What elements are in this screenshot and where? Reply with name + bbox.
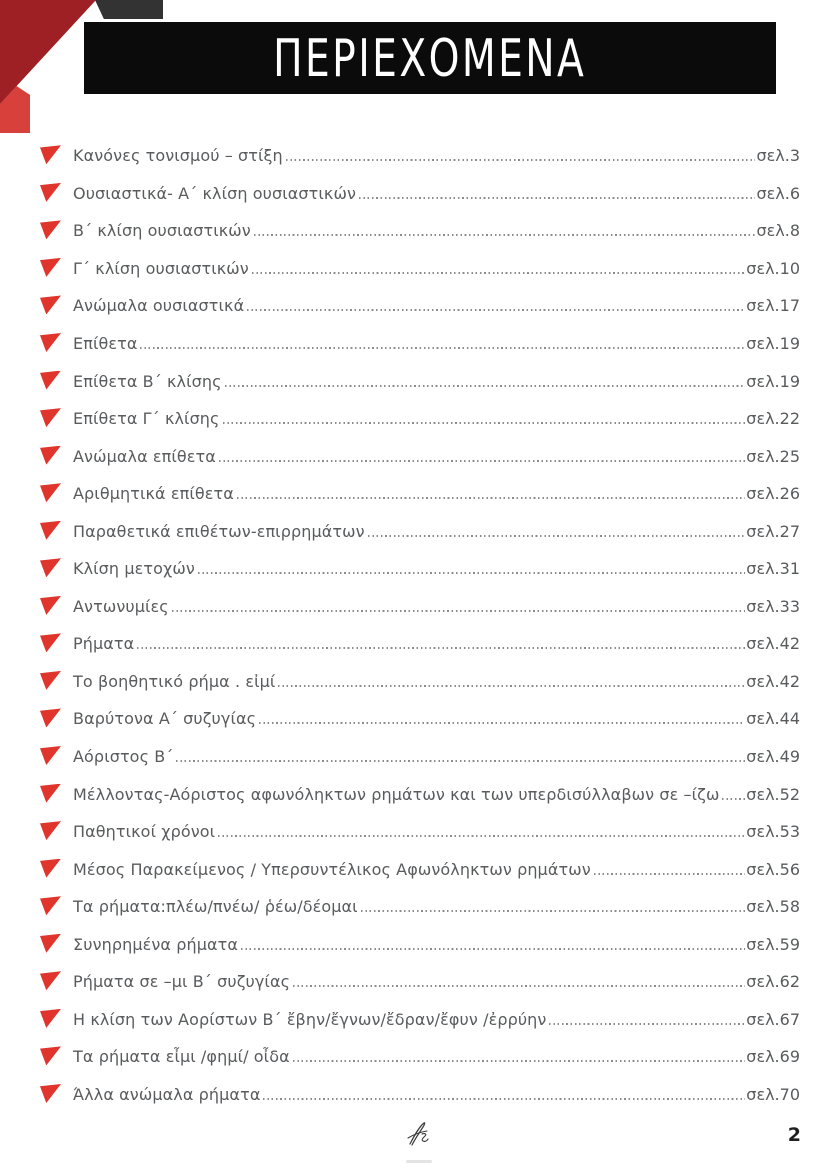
dotted-leader bbox=[359, 197, 755, 199]
red-flag-icon bbox=[40, 708, 61, 727]
toc-entry-page: σελ.27 bbox=[746, 521, 800, 541]
dotted-leader bbox=[223, 422, 746, 424]
toc-entry-page: σελ.3 bbox=[756, 146, 800, 166]
toc-entry-page: σελ.44 bbox=[746, 709, 800, 729]
toc-entry[interactable] bbox=[38, 1001, 800, 1039]
toc-entry-label: Επίθετα bbox=[73, 334, 138, 353]
dotted-leader bbox=[198, 572, 745, 574]
toc-entry[interactable] bbox=[38, 325, 800, 363]
corner-gray-shape bbox=[95, 0, 163, 19]
toc-entry-label: Κλίση μετοχών bbox=[73, 559, 195, 579]
toc-entry[interactable] bbox=[38, 963, 800, 1001]
dotted-leader bbox=[225, 385, 746, 387]
toc-entry-label: Κανόνες τονισμού – στίξη bbox=[73, 146, 283, 166]
red-flag-icon bbox=[40, 859, 61, 878]
toc-entry[interactable] bbox=[38, 175, 800, 213]
toc-entry-page: σελ.26 bbox=[746, 484, 800, 504]
toc-entry-page: σελ.22 bbox=[746, 409, 800, 429]
dotted-leader bbox=[549, 1023, 745, 1025]
toc-entry[interactable] bbox=[38, 512, 800, 550]
toc-entry-page: σελ.25 bbox=[746, 446, 800, 466]
toc-entry-page: σελ.19 bbox=[746, 371, 800, 391]
toc-entry[interactable] bbox=[38, 925, 800, 963]
dotted-leader bbox=[172, 610, 746, 612]
dotted-leader bbox=[252, 272, 746, 274]
toc-entry-page: σελ.58 bbox=[746, 897, 800, 917]
title-bar bbox=[84, 22, 776, 94]
toc-entry[interactable] bbox=[38, 287, 800, 325]
dotted-leader bbox=[219, 460, 745, 462]
toc-entry[interactable] bbox=[38, 212, 800, 250]
toc-entry[interactable] bbox=[38, 738, 800, 776]
red-flag-icon bbox=[40, 596, 61, 615]
toc-entry[interactable] bbox=[38, 850, 800, 888]
red-flag-icon bbox=[40, 784, 61, 803]
toc-entry-page: σελ.70 bbox=[746, 1084, 800, 1104]
toc-entry-label: Επίθετα Β΄ κλίσης bbox=[73, 371, 222, 391]
toc-entry-page: σελ.52 bbox=[746, 784, 800, 804]
toc-entry[interactable] bbox=[38, 400, 800, 438]
toc-entry-page: σελ.8 bbox=[756, 221, 800, 241]
red-flag-icon bbox=[40, 258, 61, 277]
toc-entry-label: Το βοηθητικό ρήμα . εἰμί bbox=[73, 671, 276, 691]
toc-entry-label: Ανώμαλα ουσιαστικά bbox=[73, 296, 245, 316]
toc-list bbox=[38, 137, 800, 1114]
toc-entry[interactable] bbox=[38, 1076, 800, 1114]
red-flag-icon bbox=[40, 1046, 61, 1065]
toc-entry-label: Αντωνυμίες bbox=[73, 596, 169, 616]
toc-entry-page: σελ.56 bbox=[746, 859, 800, 879]
dotted-leader bbox=[259, 722, 745, 724]
toc-entry-label: Β΄ κλίση ουσιαστικών bbox=[73, 221, 251, 241]
toc-entry[interactable] bbox=[38, 550, 800, 588]
toc-entry-page: σελ.17 bbox=[746, 296, 800, 316]
red-flag-icon bbox=[40, 183, 61, 202]
red-flag-icon bbox=[40, 934, 61, 953]
red-flag-icon bbox=[40, 333, 61, 352]
dotted-leader bbox=[278, 685, 745, 687]
red-flag-icon bbox=[40, 896, 61, 915]
toc-entry[interactable] bbox=[38, 1038, 800, 1076]
toc-entry[interactable] bbox=[38, 250, 800, 288]
dotted-leader bbox=[722, 798, 745, 800]
toc-entry-label: Ρήματα σε –μι Β΄ συζυγίας bbox=[73, 972, 291, 992]
red-flag-icon bbox=[40, 746, 61, 765]
red-flag-icon bbox=[40, 1009, 61, 1028]
signature-mark-icon bbox=[398, 1116, 438, 1156]
red-flag-icon bbox=[40, 408, 61, 427]
red-flag-icon bbox=[40, 821, 61, 840]
toc-entry-label: Άλλα ανώμαλα ρήματα bbox=[73, 1084, 261, 1104]
dotted-leader bbox=[140, 347, 745, 349]
signature-caption bbox=[406, 1160, 432, 1163]
toc-entry[interactable] bbox=[38, 625, 800, 663]
red-flag-icon bbox=[40, 371, 61, 390]
red-flag-icon bbox=[40, 971, 61, 990]
red-flag-icon bbox=[40, 220, 61, 239]
dotted-leader bbox=[218, 835, 745, 837]
dotted-leader bbox=[176, 760, 745, 762]
toc-entry-label: Επίθετα Γ΄ κλίσης bbox=[73, 409, 220, 429]
toc-entry-page: σελ.6 bbox=[756, 183, 800, 203]
toc-entry[interactable] bbox=[38, 137, 800, 175]
dotted-leader bbox=[368, 535, 746, 537]
toc-entry-label: Παθητικοί χρόνοι bbox=[73, 822, 216, 842]
red-flag-icon bbox=[40, 145, 61, 164]
toc-entry-label: Ρήματα bbox=[73, 634, 135, 654]
toc-entry[interactable] bbox=[38, 700, 800, 738]
dotted-leader bbox=[594, 873, 746, 875]
toc-entry-page: σελ.10 bbox=[746, 258, 800, 278]
red-flag-icon bbox=[40, 446, 61, 465]
toc-entry[interactable] bbox=[38, 588, 800, 626]
toc-entry-page: σελ.59 bbox=[746, 934, 800, 954]
toc-entry[interactable] bbox=[38, 813, 800, 851]
toc-entry[interactable] bbox=[38, 888, 800, 926]
red-flag-icon bbox=[40, 521, 61, 540]
dotted-leader bbox=[247, 309, 745, 311]
toc-entry-page: σελ.49 bbox=[746, 747, 800, 767]
toc-entry-label: Συνηρημένα ρήματα bbox=[73, 934, 239, 954]
toc-entry-page: σελ.19 bbox=[746, 334, 800, 353]
dotted-leader bbox=[263, 1098, 745, 1100]
toc-entry-page: σελ.33 bbox=[746, 596, 800, 616]
toc-entry-page: σελ.42 bbox=[746, 634, 800, 654]
toc-entry-page: σελ.69 bbox=[746, 1047, 800, 1067]
toc-entry[interactable] bbox=[38, 775, 800, 813]
toc-entry-label: Η κλίση των Αορίστων Β΄ ἔβην/ἔγνων/ἔδραν/ἔφυν /ἐρρύην bbox=[73, 1009, 547, 1029]
toc-entry-label: Παραθετικά επιθέτων-επιρρημάτων bbox=[73, 521, 365, 541]
toc-entry[interactable] bbox=[38, 362, 800, 400]
toc-entry[interactable] bbox=[38, 663, 800, 701]
dotted-leader bbox=[286, 159, 756, 161]
page-title: ΠΕΡΙΕΧΟΜΕΝΑ bbox=[273, 27, 587, 89]
dotted-leader bbox=[361, 910, 746, 912]
dotted-leader bbox=[254, 234, 756, 236]
red-flag-icon bbox=[40, 1084, 61, 1103]
toc-entry[interactable] bbox=[38, 437, 800, 475]
toc-entry-label: Μέλλοντας-Αόριστος αφωνόληκτων ρημάτων και των υπερδισύλλαβων σε –ίζω bbox=[73, 784, 720, 804]
toc-entry-label: Μέσος Παρακείμενος / Υπερσυντέλικος Αφωνόληκτων ρημάτων bbox=[73, 859, 591, 879]
page-number: 2 bbox=[787, 1124, 801, 1146]
dotted-leader bbox=[293, 985, 745, 987]
toc-entry-page: σελ.62 bbox=[746, 972, 800, 992]
toc-entry-label: Τα ρήματα εἶμι /φημί/ οἶδα bbox=[73, 1047, 290, 1067]
red-flag-icon bbox=[40, 558, 61, 577]
dotted-leader bbox=[241, 948, 745, 950]
red-flag-icon bbox=[40, 295, 61, 314]
toc-entry-page: σελ.67 bbox=[746, 1009, 800, 1029]
toc-entry-label: Βαρύτονα Α΄ συζυγίας bbox=[73, 709, 257, 729]
dotted-leader bbox=[237, 497, 745, 499]
toc-entry-label: Αριθμητικά επίθετα bbox=[73, 484, 234, 504]
toc-entry-page: σελ.53 bbox=[746, 822, 800, 842]
toc-entry-label: Γ΄ κλίση ουσιαστικών bbox=[73, 258, 249, 278]
red-flag-icon bbox=[40, 633, 61, 652]
dotted-leader bbox=[137, 647, 745, 649]
toc-entry-label: Τα ρήματα:πλέω/πνέω/ ῥέω/δέομαι bbox=[73, 897, 358, 917]
dotted-leader bbox=[293, 1060, 746, 1062]
toc-entry-label: Αόριστος Β΄ bbox=[73, 747, 174, 767]
toc-entry-page: σελ.42 bbox=[746, 671, 800, 691]
red-flag-icon bbox=[40, 483, 61, 502]
red-flag-icon bbox=[40, 671, 61, 690]
toc-entry-label: Ουσιαστικά- Α΄ κλίση ουσιαστικών bbox=[73, 183, 356, 203]
toc-entry[interactable] bbox=[38, 475, 800, 513]
toc-entry-page: σελ.31 bbox=[746, 559, 800, 579]
toc-entry-label: Ανώμαλα επίθετα bbox=[73, 446, 216, 466]
